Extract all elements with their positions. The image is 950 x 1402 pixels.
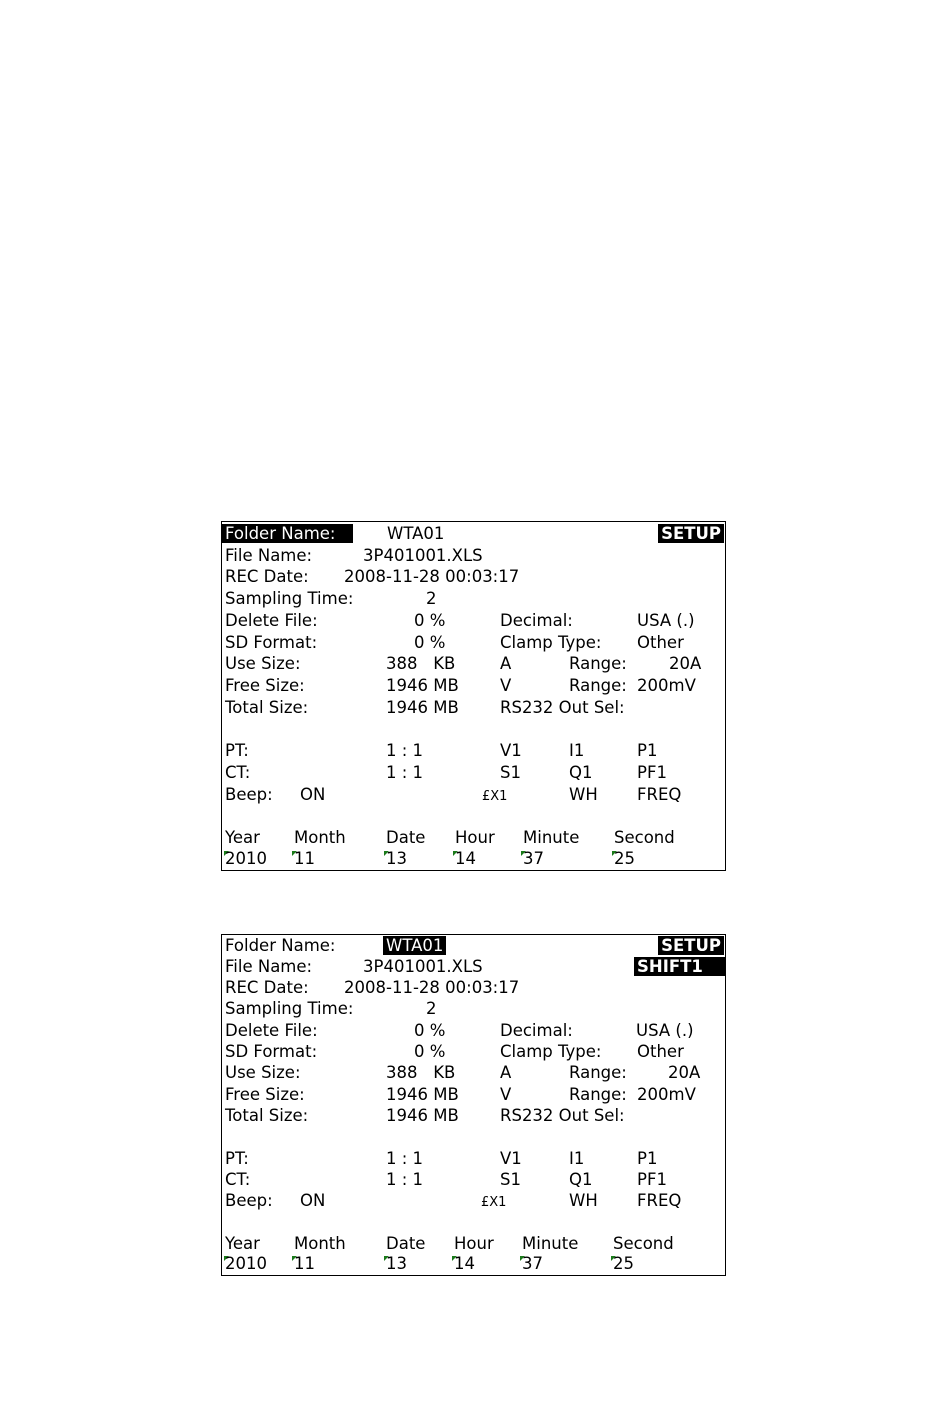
use-size-label: Use Size: xyxy=(225,1063,301,1082)
out-sel-q1[interactable]: Q1 xyxy=(569,763,593,782)
out-sel-v1[interactable]: V1 xyxy=(500,1149,522,1168)
sd-format-label: SD Format: xyxy=(225,633,318,652)
rec-date-value: 2008-11-28 00:03:17 xyxy=(344,567,520,586)
ct-label: CT: xyxy=(225,1170,251,1189)
second-value[interactable]: 25 xyxy=(614,849,635,868)
rs232-out-sel-label: RS232 Out Sel: xyxy=(500,698,625,717)
v-range-value[interactable]: 200mV xyxy=(637,676,696,695)
minute-label: Minute xyxy=(522,1234,579,1253)
clamp-type-label: Clamp Type: xyxy=(500,633,602,652)
out-sel-s1[interactable]: S1 xyxy=(500,763,521,782)
delete-file-label: Delete File: xyxy=(225,611,318,630)
use-size-value: 388 KB xyxy=(386,654,456,673)
date-label: Date xyxy=(386,1234,426,1253)
file-name-value: 3P401001.XLS xyxy=(363,546,483,565)
pt-value[interactable]: 1 : 1 xyxy=(386,741,424,760)
beep-label: Beep: xyxy=(225,785,273,804)
use-size-label: Use Size: xyxy=(225,654,301,673)
hour-label: Hour xyxy=(455,828,495,847)
free-size-label: Free Size: xyxy=(225,1085,305,1104)
sd-format-value[interactable]: 0 % xyxy=(414,1042,446,1061)
second-value[interactable]: 25 xyxy=(613,1254,634,1273)
v-range-label: Range: xyxy=(569,1085,627,1104)
file-name-label: File Name: xyxy=(225,546,313,565)
hour-value[interactable]: 14 xyxy=(454,1254,475,1273)
rec-date-label: REC Date: xyxy=(225,567,309,586)
folder-name-label: Folder Name: xyxy=(222,524,353,543)
folder-name-value[interactable]: WTA01 xyxy=(387,524,445,543)
out-sel-s1[interactable]: S1 xyxy=(500,1170,521,1189)
sampling-time-label: Sampling Time: xyxy=(225,999,354,1018)
out-sel-v1[interactable]: V1 xyxy=(500,741,522,760)
total-size-value: 1946 MB xyxy=(386,1106,459,1125)
out-sel-pf1[interactable]: PF1 xyxy=(637,763,667,782)
date-value[interactable]: 13 xyxy=(386,1254,407,1273)
month-label: Month xyxy=(294,828,346,847)
out-sel-p1[interactable]: P1 xyxy=(637,741,658,760)
year-label: Year xyxy=(225,828,260,847)
sd-format-value[interactable]: 0 % xyxy=(414,633,446,652)
a-range-label: Range: xyxy=(569,654,627,673)
out-sel-q1[interactable]: Q1 xyxy=(569,1170,593,1189)
setup-screen-2 xyxy=(221,934,726,1276)
month-value[interactable]: 11 xyxy=(294,849,315,868)
minute-value[interactable]: 37 xyxy=(522,1254,543,1273)
ct-value[interactable]: 1 : 1 xyxy=(386,763,424,782)
out-sel-freq[interactable]: FREQ xyxy=(637,1191,682,1210)
pt-value[interactable]: 1 : 1 xyxy=(386,1149,424,1168)
date-value[interactable]: 13 xyxy=(386,849,407,868)
rec-date-value: 2008-11-28 00:03:17 xyxy=(344,978,520,997)
v-label: V xyxy=(500,676,512,695)
delete-file-label: Delete File: xyxy=(225,1021,318,1040)
total-size-label: Total Size: xyxy=(225,698,309,717)
out-sel-p1[interactable]: P1 xyxy=(637,1149,658,1168)
sampling-time-value[interactable]: 2 xyxy=(426,999,437,1018)
out-sel-i1[interactable]: I1 xyxy=(569,1149,585,1168)
folder-name-label: Folder Name: xyxy=(225,936,336,955)
sd-format-label: SD Format: xyxy=(225,1042,318,1061)
hour-label: Hour xyxy=(454,1234,494,1253)
a-label: A xyxy=(500,1063,512,1082)
year-value[interactable]: 2010 xyxy=(225,1254,267,1273)
free-size-value: 1946 MB xyxy=(386,1085,459,1104)
pt-label: PT: xyxy=(225,741,249,760)
total-size-value: 1946 MB xyxy=(386,698,459,717)
out-sel-freq[interactable]: FREQ xyxy=(637,785,682,804)
setup-screen-1 xyxy=(221,521,726,871)
total-size-label: Total Size: xyxy=(225,1106,309,1125)
clamp-type-label: Clamp Type: xyxy=(500,1042,602,1061)
v-range-value[interactable]: 200mV xyxy=(637,1085,696,1104)
out-sel-x1[interactable]: £X1 xyxy=(482,789,508,804)
month-value[interactable]: 11 xyxy=(294,1254,315,1273)
year-value[interactable]: 2010 xyxy=(225,849,267,868)
out-sel-pf1[interactable]: PF1 xyxy=(637,1170,667,1189)
file-name-value: 3P401001.XLS xyxy=(363,957,483,976)
sampling-time-value[interactable]: 2 xyxy=(426,589,437,608)
folder-name-value[interactable]: WTA01 xyxy=(383,936,446,955)
out-sel-wh[interactable]: WH xyxy=(569,1191,598,1210)
free-size-label: Free Size: xyxy=(225,676,305,695)
rs232-out-sel-label: RS232 Out Sel: xyxy=(500,1106,625,1125)
rec-date-label: REC Date: xyxy=(225,978,309,997)
shift1-badge: SHIFT1 xyxy=(634,957,725,976)
clamp-type-value[interactable]: Other xyxy=(637,633,684,652)
out-sel-i1[interactable]: I1 xyxy=(569,741,585,760)
a-range-label: Range: xyxy=(569,1063,627,1082)
minute-value[interactable]: 37 xyxy=(523,849,544,868)
file-name-label: File Name: xyxy=(225,957,313,976)
a-range-value[interactable]: 20A xyxy=(668,1063,701,1082)
ct-value[interactable]: 1 : 1 xyxy=(386,1170,424,1189)
a-range-value[interactable]: 20A xyxy=(669,654,702,673)
hour-value[interactable]: 14 xyxy=(455,849,476,868)
decimal-value[interactable]: USA (.) xyxy=(637,611,695,630)
pt-label: PT: xyxy=(225,1149,249,1168)
setup-badge: SETUP xyxy=(658,524,724,543)
ct-label: CT: xyxy=(225,763,251,782)
beep-value[interactable]: ON xyxy=(300,1191,326,1210)
beep-label: Beep: xyxy=(225,1191,273,1210)
a-label: A xyxy=(500,654,512,673)
beep-value[interactable]: ON xyxy=(300,785,326,804)
v-range-label: Range: xyxy=(569,676,627,695)
minute-label: Minute xyxy=(523,828,580,847)
delete-file-value[interactable]: 0 % xyxy=(414,611,446,630)
decimal-value[interactable]: USA (.) xyxy=(636,1021,694,1040)
v-label: V xyxy=(500,1085,512,1104)
decimal-label: Decimal: xyxy=(500,611,573,630)
free-size-value: 1946 MB xyxy=(386,676,459,695)
sampling-time-label: Sampling Time: xyxy=(225,589,354,608)
setup-badge: SETUP xyxy=(658,936,724,955)
second-label: Second xyxy=(614,828,675,847)
month-label: Month xyxy=(294,1234,346,1253)
out-sel-x1[interactable]: £X1 xyxy=(481,1195,507,1210)
out-sel-wh[interactable]: WH xyxy=(569,785,598,804)
decimal-label: Decimal: xyxy=(500,1021,573,1040)
year-label: Year xyxy=(225,1234,260,1253)
date-label: Date xyxy=(386,828,426,847)
second-label: Second xyxy=(613,1234,674,1253)
delete-file-value[interactable]: 0 % xyxy=(414,1021,446,1040)
use-size-value: 388 KB xyxy=(386,1063,456,1082)
clamp-type-value[interactable]: Other xyxy=(637,1042,684,1061)
